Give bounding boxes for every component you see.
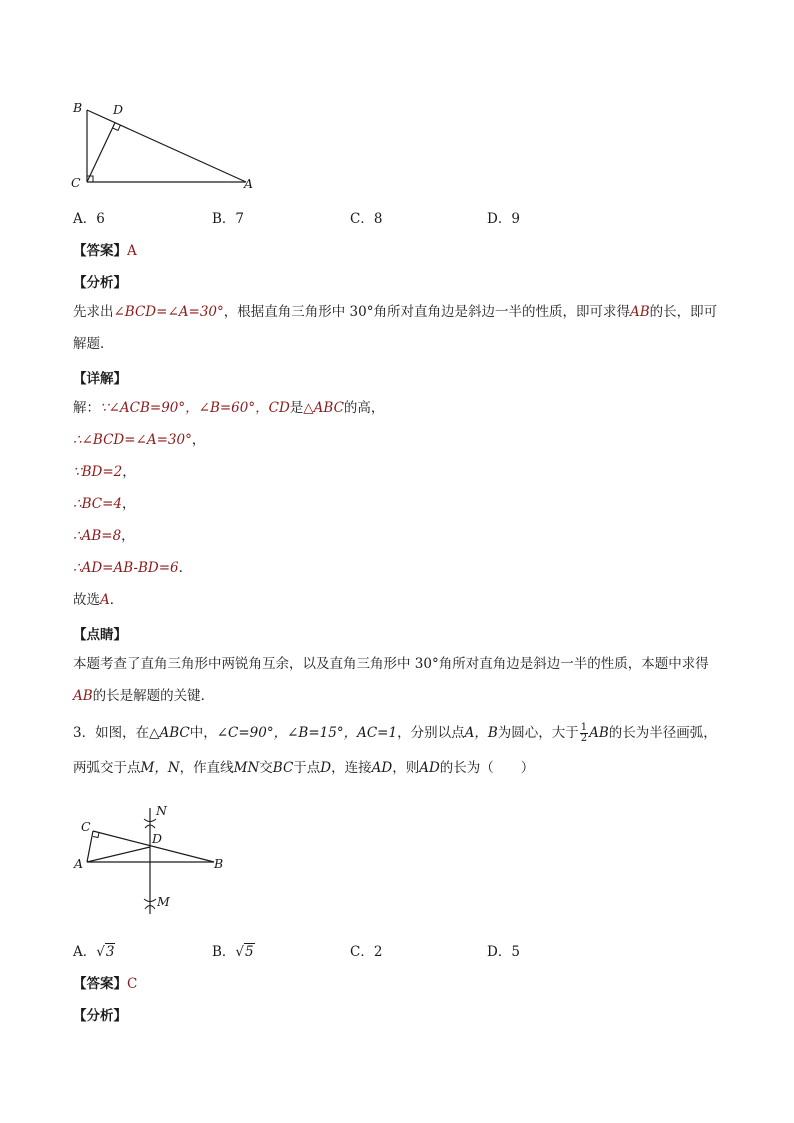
q3-text: 于点 xyxy=(293,760,321,776)
q3-answer-section xyxy=(73,972,137,992)
q3-text: 为圆心，大于 xyxy=(497,725,579,741)
figure-triangle-1 xyxy=(66,96,266,196)
question-3-line-2 xyxy=(73,759,534,777)
conclusion-text: ． xyxy=(109,592,124,608)
q3-option-d: D．5 xyxy=(487,944,520,960)
q3-text: ，分别以点 xyxy=(397,725,465,741)
label-n: N xyxy=(156,803,167,818)
comment-line-1: 本题考查了直角三角形中两锐角互余，以及直角三角形中 30°角所对直角边是斜边一半的性质，本题中求得 xyxy=(73,656,709,672)
q3-option-c: C．2 xyxy=(350,944,383,960)
q3-text: 两弧交于点 xyxy=(73,760,141,776)
detail-text: ， xyxy=(121,528,135,544)
fraction-one-half xyxy=(580,723,588,744)
detail-formula: ∴AB=8 xyxy=(73,528,122,544)
comment-text: 的长是解题的关键． xyxy=(92,688,215,704)
q3-option-b xyxy=(212,940,255,960)
segment-ba xyxy=(87,110,246,182)
comment-line-2 xyxy=(73,687,214,705)
conclusion-text: 故选 xyxy=(73,592,100,608)
segment-cd xyxy=(87,123,115,182)
radicand: 5 xyxy=(245,944,254,960)
detail-text: ． xyxy=(178,560,193,576)
label-c: C xyxy=(81,819,91,834)
analysis-formula: AB xyxy=(629,304,650,320)
q3-formula: AD xyxy=(371,760,393,776)
q3-formula: BC xyxy=(272,760,294,776)
figure-triangle-2 xyxy=(66,798,246,923)
detail-line-3 xyxy=(73,463,136,481)
fraction-numerator: 1 xyxy=(580,722,588,733)
conclusion-line xyxy=(73,591,123,609)
q3-formula: AD xyxy=(419,760,440,776)
option-a: A．6 xyxy=(73,211,105,227)
sqrt-3: √3 xyxy=(96,944,115,960)
detail-line-6 xyxy=(73,559,192,577)
detail-line-5 xyxy=(73,527,135,545)
segment-ad xyxy=(87,847,150,862)
label-a: A xyxy=(74,856,84,871)
answer-tag: 【答案】 xyxy=(73,243,127,259)
q3-text: 3．如图，在 xyxy=(73,725,150,741)
label-d: D xyxy=(113,102,124,117)
analysis-line-1 xyxy=(73,303,717,321)
q3-formula: △ABC xyxy=(149,725,190,741)
detail-formula: ∴BC=4 xyxy=(73,496,122,512)
answer-value: A xyxy=(127,243,137,259)
segment-ca xyxy=(87,831,93,862)
label-b: B xyxy=(214,856,224,871)
analysis-formula: ∠BCD=∠A=30° xyxy=(113,304,224,320)
radicand: 3 xyxy=(105,944,115,960)
detail-text: ， xyxy=(122,496,136,512)
option-d: D．9 xyxy=(487,211,520,227)
detail-formula: ∴AD=AB-BD=6 xyxy=(73,560,179,576)
question-3-line-1 xyxy=(73,720,717,746)
q3-formula: D xyxy=(320,760,332,776)
conclusion-choice: A xyxy=(100,592,110,608)
q3-text: 的长为（ ） xyxy=(439,760,535,776)
analysis-tag: 【分析】 xyxy=(73,275,127,291)
detail-formula: ∵∠ACB=90°，∠B=60°，CD xyxy=(100,400,290,416)
q3-text: 的长为半径画弧， xyxy=(608,725,717,741)
q3-text: ，作直线 xyxy=(179,760,234,776)
answer-tag: 【答案】 xyxy=(73,976,127,992)
q3-formula: A，B xyxy=(464,725,498,741)
answer-section xyxy=(73,239,137,259)
analysis-text: 的长，即可 xyxy=(649,304,718,320)
detail-formula: ∵BD=2 xyxy=(73,464,123,480)
right-angle-mark-c xyxy=(93,833,99,838)
label-b: B xyxy=(73,100,83,115)
detail-line-2 xyxy=(73,431,205,449)
label-d: D xyxy=(152,831,163,846)
option-label: A． xyxy=(73,944,97,960)
detail-text: 的高， xyxy=(343,400,385,416)
q3-formula: MN xyxy=(233,760,260,776)
detail-text: ， xyxy=(191,432,206,448)
analysis-text: ，根据直角三角形中 30°角所对直角边是斜边一半的性质，即可求得 xyxy=(223,304,630,320)
detail-line-4 xyxy=(73,495,136,513)
label-m: M xyxy=(157,894,170,909)
option-c: C．8 xyxy=(350,211,383,227)
q3-text: 中， xyxy=(189,725,217,741)
detail-formula: △ABC xyxy=(303,400,344,416)
sqrt-5: √5 xyxy=(235,944,254,960)
detail-tag: 【详解】 xyxy=(73,371,127,387)
option-b: B．7 xyxy=(212,211,245,227)
answer-value: C xyxy=(127,976,138,992)
q3-formula: M，N xyxy=(140,760,180,776)
detail-formula: ∴∠BCD=∠A=30° xyxy=(73,432,192,448)
comment-tag: 【点睛】 xyxy=(73,627,127,643)
q3-text: ，连接 xyxy=(331,760,372,776)
q3-formula: AB xyxy=(589,725,609,741)
q3-analysis-tag: 【分析】 xyxy=(73,1008,127,1024)
q3-option-a xyxy=(73,940,115,960)
label-a: A xyxy=(244,176,254,191)
detail-text: ， xyxy=(122,464,136,480)
q3-formula: ∠C=90°，∠B=15°，AC=1 xyxy=(216,725,398,741)
q3-text: 交 xyxy=(259,760,273,776)
comment-formula: AB xyxy=(73,688,93,704)
detail-text: 是 xyxy=(289,400,304,416)
q3-text: ，则 xyxy=(392,760,420,776)
fraction-denominator: 2 xyxy=(580,733,588,744)
option-label: B． xyxy=(212,944,236,960)
analysis-line-2: 解题． xyxy=(73,336,114,352)
analysis-text: 先求出 xyxy=(73,304,114,320)
detail-text: 解： xyxy=(73,400,100,416)
label-c: C xyxy=(71,175,81,190)
detail-line-1 xyxy=(73,399,384,417)
